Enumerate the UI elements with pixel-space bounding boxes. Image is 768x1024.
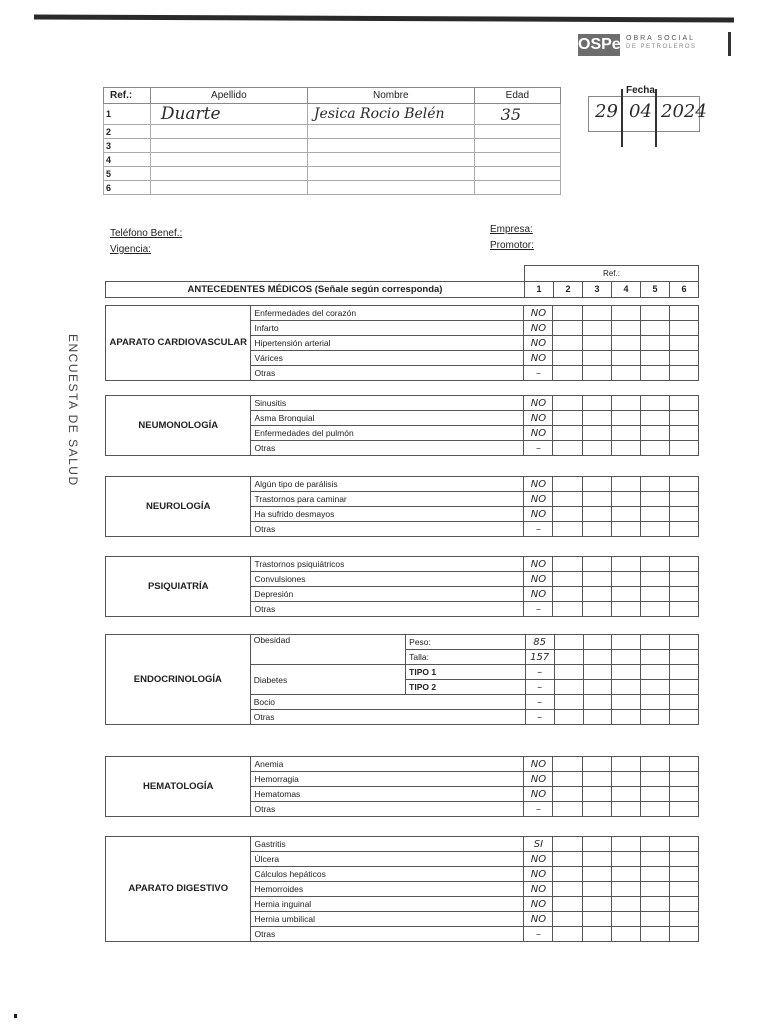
item-label: Otras bbox=[251, 802, 524, 817]
edad-cell bbox=[474, 167, 560, 181]
obesidad-label: Obesidad bbox=[250, 635, 405, 665]
col-3: 3 bbox=[583, 281, 612, 297]
edad-cell: 35 bbox=[474, 104, 560, 125]
fecha-day: 29 bbox=[595, 101, 618, 122]
section-psiq bbox=[105, 556, 699, 617]
col-4: 4 bbox=[612, 281, 641, 297]
section-digest bbox=[105, 836, 699, 942]
apellido-cell bbox=[150, 153, 307, 167]
item-value-ref2 bbox=[553, 587, 582, 602]
item-label: Otras bbox=[251, 602, 524, 617]
item-value-ref5 bbox=[640, 787, 669, 802]
item-value-ref2 bbox=[553, 426, 582, 441]
item-value-ref2 bbox=[553, 572, 582, 587]
table-row bbox=[106, 477, 699, 492]
item-value-ref2 bbox=[553, 411, 582, 426]
fecha-box bbox=[588, 96, 707, 132]
edad-cell bbox=[474, 181, 560, 195]
item-label: Hematomas bbox=[251, 787, 524, 802]
peso-label: Peso: bbox=[406, 635, 526, 650]
item-value-ref2 bbox=[553, 882, 582, 897]
item-value-ref4 bbox=[611, 912, 640, 927]
item-value-ref4 bbox=[611, 396, 640, 411]
section-title: APARATO CARDIOVASCULAR bbox=[106, 306, 251, 381]
tipo1-label: TIPO 1 bbox=[406, 665, 526, 680]
item-value-ref5 bbox=[640, 912, 669, 927]
item-value-ref1: NO bbox=[524, 882, 553, 897]
item-value-ref4 bbox=[611, 882, 640, 897]
edad-cell bbox=[474, 125, 560, 139]
item-value-ref3 bbox=[582, 757, 611, 772]
item-value-ref6 bbox=[669, 602, 698, 617]
item-value-ref6 bbox=[669, 507, 698, 522]
bocio-label: Bocio bbox=[250, 695, 525, 710]
item-value-ref1: NO bbox=[524, 351, 553, 366]
item-value-ref3 bbox=[582, 411, 611, 426]
item-value-ref6 bbox=[669, 557, 698, 572]
item-label: Otras bbox=[251, 927, 524, 942]
item-value-ref2 bbox=[553, 351, 582, 366]
otras-label: Otras bbox=[250, 710, 525, 725]
ref-cell: 5 bbox=[104, 167, 151, 181]
item-value-ref1: NO bbox=[524, 396, 553, 411]
item-value-ref3 bbox=[582, 507, 611, 522]
item-value-ref3 bbox=[582, 772, 611, 787]
apellido-cell: Duarte bbox=[150, 104, 307, 125]
item-value-ref4 bbox=[611, 426, 640, 441]
beneficiaries-table bbox=[103, 87, 561, 195]
item-value-ref3 bbox=[582, 441, 611, 456]
item-value-ref1: NO bbox=[524, 426, 553, 441]
item-label: Anemia bbox=[251, 757, 524, 772]
peso-value: 85 bbox=[525, 635, 554, 650]
item-value-ref3 bbox=[582, 852, 611, 867]
nombre-cell: Jesica Rocio Belén bbox=[307, 104, 474, 125]
item-label: Hemorroides bbox=[251, 882, 524, 897]
item-value-ref5 bbox=[640, 522, 669, 537]
item-value-ref5 bbox=[640, 772, 669, 787]
ref-header: Ref.: bbox=[104, 88, 151, 104]
item-value-ref5 bbox=[640, 882, 669, 897]
item-value-ref2 bbox=[553, 787, 582, 802]
apellido-cell bbox=[150, 125, 307, 139]
item-label: Otras bbox=[251, 522, 524, 537]
tipo2-value: – bbox=[525, 680, 554, 695]
item-value-ref2 bbox=[553, 492, 582, 507]
nombre-cell bbox=[307, 125, 474, 139]
item-value-ref3 bbox=[582, 867, 611, 882]
item-value-ref3 bbox=[582, 351, 611, 366]
item-value-ref4 bbox=[611, 852, 640, 867]
nombre-header: Nombre bbox=[307, 88, 474, 104]
nombre-cell bbox=[307, 181, 474, 195]
item-value-ref1: NO bbox=[524, 411, 553, 426]
item-value-ref4 bbox=[611, 321, 640, 336]
item-value-ref4 bbox=[611, 927, 640, 942]
antecedentes-title: ANTECEDENTES MÉDICOS (Señale según corresponda) bbox=[106, 281, 525, 297]
section-title: NEUMONOLOGÍA bbox=[106, 396, 251, 456]
promotor-label: Promotor: bbox=[490, 240, 534, 251]
section-title: ENDOCRINOLOGÍA bbox=[106, 635, 251, 725]
item-value-ref5 bbox=[640, 477, 669, 492]
section-title: HEMATOLOGÍA bbox=[106, 757, 251, 817]
item-value-ref3 bbox=[582, 396, 611, 411]
item-value-ref2 bbox=[553, 396, 582, 411]
item-value-ref6 bbox=[669, 441, 698, 456]
item-value-ref1: NO bbox=[524, 306, 553, 321]
item-value-ref6 bbox=[669, 522, 698, 537]
item-value-ref4 bbox=[611, 366, 640, 381]
item-value-ref5 bbox=[640, 336, 669, 351]
item-value-ref6 bbox=[669, 351, 698, 366]
item-value-ref4 bbox=[611, 897, 640, 912]
item-value-ref6 bbox=[669, 882, 698, 897]
item-label: Trastornos psiquiátricos bbox=[251, 557, 524, 572]
section-neuro bbox=[105, 476, 699, 537]
page-mark bbox=[14, 1014, 17, 1018]
item-value-ref4 bbox=[611, 572, 640, 587]
item-value-ref6 bbox=[669, 492, 698, 507]
item-value-ref4 bbox=[611, 522, 640, 537]
item-value-ref6 bbox=[669, 852, 698, 867]
item-value-ref1: NO bbox=[524, 336, 553, 351]
item-value-ref3 bbox=[582, 477, 611, 492]
item-value-ref2 bbox=[553, 477, 582, 492]
section-cardio bbox=[105, 305, 699, 381]
item-value-ref5 bbox=[640, 802, 669, 817]
item-label: Infarto bbox=[251, 321, 524, 336]
item-value-ref5 bbox=[640, 492, 669, 507]
item-value-ref3 bbox=[582, 321, 611, 336]
item-value-ref5 bbox=[640, 321, 669, 336]
item-value-ref2 bbox=[553, 757, 582, 772]
item-value-ref1: NO bbox=[524, 587, 553, 602]
col-2: 2 bbox=[554, 281, 583, 297]
header-rule bbox=[34, 14, 734, 22]
item-value-ref3 bbox=[582, 882, 611, 897]
table-row bbox=[106, 396, 699, 411]
item-value-ref4 bbox=[611, 602, 640, 617]
item-value-ref1: NO bbox=[524, 557, 553, 572]
item-value-ref4 bbox=[611, 837, 640, 852]
item-value-ref3 bbox=[582, 522, 611, 537]
table-row bbox=[106, 837, 699, 852]
item-value-ref5 bbox=[640, 366, 669, 381]
item-value-ref4 bbox=[611, 757, 640, 772]
col-1: 1 bbox=[525, 281, 554, 297]
item-value-ref6 bbox=[669, 897, 698, 912]
item-value-ref4 bbox=[611, 557, 640, 572]
ospe-logo bbox=[578, 34, 738, 58]
item-value-ref1: – bbox=[524, 927, 553, 942]
empresa-label: Empresa: bbox=[490, 224, 533, 235]
item-value-ref3 bbox=[582, 366, 611, 381]
item-value-ref2 bbox=[553, 557, 582, 572]
section-hemato bbox=[105, 756, 699, 817]
item-label: Enfermedades del corazón bbox=[251, 306, 524, 321]
item-value-ref5 bbox=[640, 426, 669, 441]
item-value-ref1: NO bbox=[524, 492, 553, 507]
item-value-ref1: NO bbox=[524, 572, 553, 587]
item-value-ref6 bbox=[669, 366, 698, 381]
item-value-ref6 bbox=[669, 927, 698, 942]
item-value-ref6 bbox=[669, 837, 698, 852]
item-value-ref1: NO bbox=[524, 477, 553, 492]
item-value-ref6 bbox=[669, 867, 698, 882]
item-value-ref4 bbox=[611, 867, 640, 882]
ref-cell: 1 bbox=[104, 104, 151, 125]
item-value-ref2 bbox=[553, 602, 582, 617]
item-value-ref6 bbox=[669, 396, 698, 411]
item-value-ref4 bbox=[611, 477, 640, 492]
item-value-ref6 bbox=[669, 572, 698, 587]
item-label: Depresión bbox=[251, 587, 524, 602]
item-value-ref3 bbox=[582, 837, 611, 852]
apellido-cell bbox=[150, 167, 307, 181]
bocio-value: – bbox=[525, 695, 554, 710]
item-value-ref6 bbox=[669, 426, 698, 441]
item-value-ref3 bbox=[582, 426, 611, 441]
item-value-ref5 bbox=[640, 867, 669, 882]
item-value-ref4 bbox=[611, 306, 640, 321]
item-value-ref5 bbox=[640, 441, 669, 456]
item-value-ref4 bbox=[611, 772, 640, 787]
talla-label: Talla: bbox=[406, 650, 526, 665]
item-value-ref1: NO bbox=[524, 787, 553, 802]
section-neumo bbox=[105, 395, 699, 456]
section-endocrinologia bbox=[105, 634, 699, 725]
item-value-ref2 bbox=[553, 336, 582, 351]
table-row bbox=[106, 757, 699, 772]
item-value-ref3 bbox=[582, 572, 611, 587]
item-value-ref4 bbox=[611, 336, 640, 351]
item-value-ref1: – bbox=[524, 802, 553, 817]
ref-cell: 4 bbox=[104, 153, 151, 167]
item-value-ref1: NO bbox=[524, 852, 553, 867]
talla-value: 157 bbox=[525, 650, 554, 665]
item-value-ref1: – bbox=[524, 441, 553, 456]
item-value-ref1: – bbox=[524, 366, 553, 381]
vigencia-label: Vigencia: bbox=[110, 244, 151, 255]
item-value-ref5 bbox=[640, 351, 669, 366]
item-value-ref3 bbox=[582, 912, 611, 927]
apellido-header: Apellido bbox=[150, 88, 307, 104]
item-value-ref3 bbox=[582, 802, 611, 817]
item-value-ref2 bbox=[553, 522, 582, 537]
item-value-ref3 bbox=[582, 927, 611, 942]
otras-value: – bbox=[525, 710, 554, 725]
header-spacer bbox=[106, 266, 525, 282]
logo-line2: DE PETROLEROS bbox=[626, 44, 697, 50]
item-value-ref2 bbox=[553, 366, 582, 381]
item-value-ref5 bbox=[640, 602, 669, 617]
item-value-ref2 bbox=[553, 507, 582, 522]
item-value-ref4 bbox=[611, 587, 640, 602]
section-title: APARATO DIGESTIVO bbox=[106, 837, 251, 942]
nombre-cell bbox=[307, 167, 474, 181]
item-value-ref1: SI bbox=[524, 837, 553, 852]
tipo2-label: TIPO 2 bbox=[406, 680, 526, 695]
item-value-ref6 bbox=[669, 336, 698, 351]
item-value-ref1: NO bbox=[524, 897, 553, 912]
item-value-ref1: NO bbox=[524, 867, 553, 882]
item-value-ref1: – bbox=[524, 522, 553, 537]
item-label: Asma Bronquial bbox=[251, 411, 524, 426]
table-row bbox=[106, 306, 699, 321]
item-value-ref1: NO bbox=[524, 507, 553, 522]
apellido-cell bbox=[150, 181, 307, 195]
telefono-label: Teléfono Benef.: bbox=[110, 228, 183, 239]
item-value-ref3 bbox=[582, 336, 611, 351]
item-value-ref3 bbox=[582, 897, 611, 912]
item-value-ref2 bbox=[553, 837, 582, 852]
item-value-ref6 bbox=[669, 912, 698, 927]
logo-line1: OBRA SOCIAL bbox=[626, 35, 696, 42]
col-5: 5 bbox=[641, 281, 670, 297]
item-value-ref4 bbox=[611, 492, 640, 507]
item-value-ref6 bbox=[669, 802, 698, 817]
item-value-ref2 bbox=[553, 802, 582, 817]
item-value-ref2 bbox=[553, 772, 582, 787]
item-label: Úlcera bbox=[251, 852, 524, 867]
diabetes-label: Diabetes bbox=[250, 665, 405, 695]
item-value-ref4 bbox=[611, 787, 640, 802]
side-title: ENCUESTA DE SALUD bbox=[66, 334, 80, 487]
table-row bbox=[106, 557, 699, 572]
item-value-ref5 bbox=[640, 411, 669, 426]
item-label: Enfermedades del pulmón bbox=[251, 426, 524, 441]
item-value-ref5 bbox=[640, 507, 669, 522]
item-value-ref1: NO bbox=[524, 912, 553, 927]
item-value-ref6 bbox=[669, 787, 698, 802]
item-value-ref3 bbox=[582, 787, 611, 802]
item-label: Várices bbox=[251, 351, 524, 366]
nombre-cell bbox=[307, 153, 474, 167]
item-value-ref5 bbox=[640, 306, 669, 321]
item-value-ref1: – bbox=[524, 602, 553, 617]
item-value-ref6 bbox=[669, 306, 698, 321]
ref-cell: 6 bbox=[104, 181, 151, 195]
item-value-ref3 bbox=[582, 602, 611, 617]
tipo1-value: – bbox=[525, 665, 554, 680]
item-label: Cálculos hepáticos bbox=[251, 867, 524, 882]
item-label: Trastornos para caminar bbox=[251, 492, 524, 507]
item-value-ref5 bbox=[640, 587, 669, 602]
item-value-ref2 bbox=[553, 897, 582, 912]
item-label: Convulsiones bbox=[251, 572, 524, 587]
fecha-month: 04 bbox=[629, 101, 652, 122]
item-value-ref5 bbox=[640, 757, 669, 772]
section-title: PSIQUIATRÍA bbox=[106, 557, 251, 617]
item-value-ref6 bbox=[669, 757, 698, 772]
item-value-ref6 bbox=[669, 587, 698, 602]
item-value-ref5 bbox=[640, 396, 669, 411]
apellido-cell bbox=[150, 139, 307, 153]
item-value-ref2 bbox=[553, 927, 582, 942]
item-value-ref5 bbox=[640, 837, 669, 852]
item-value-ref3 bbox=[582, 587, 611, 602]
ref-cell: 2 bbox=[104, 125, 151, 139]
edad-cell bbox=[474, 139, 560, 153]
section-title: NEUROLOGÍA bbox=[106, 477, 251, 537]
item-value-ref2 bbox=[553, 867, 582, 882]
col-6: 6 bbox=[670, 281, 699, 297]
item-value-ref4 bbox=[611, 802, 640, 817]
edad-header: Edad bbox=[474, 88, 560, 104]
item-label: Hipertensión arterial bbox=[251, 336, 524, 351]
item-value-ref6 bbox=[669, 321, 698, 336]
item-value-ref2 bbox=[553, 321, 582, 336]
item-label: Otras bbox=[251, 366, 524, 381]
item-value-ref5 bbox=[640, 557, 669, 572]
ref-columns-label: Ref.: bbox=[525, 266, 699, 282]
item-value-ref5 bbox=[640, 572, 669, 587]
fecha-separator bbox=[655, 89, 657, 147]
antecedentes-header bbox=[105, 265, 699, 298]
fecha-label: Fecha bbox=[626, 85, 655, 96]
item-value-ref1: NO bbox=[524, 321, 553, 336]
item-value-ref6 bbox=[669, 411, 698, 426]
item-value-ref6 bbox=[669, 772, 698, 787]
item-value-ref2 bbox=[553, 852, 582, 867]
logo-brand: OSPe bbox=[578, 34, 620, 56]
item-label: Algún tipo de parálisis bbox=[251, 477, 524, 492]
item-label: Hernia umbilical bbox=[251, 912, 524, 927]
item-label: Otras bbox=[251, 441, 524, 456]
item-value-ref2 bbox=[553, 441, 582, 456]
edad-cell bbox=[474, 153, 560, 167]
item-value-ref3 bbox=[582, 557, 611, 572]
nombre-cell bbox=[307, 139, 474, 153]
item-value-ref3 bbox=[582, 492, 611, 507]
item-label: Hemorragia bbox=[251, 772, 524, 787]
item-label: Sinusitis bbox=[251, 396, 524, 411]
ref-cell: 3 bbox=[104, 139, 151, 153]
item-label: Hernia inguinal bbox=[251, 897, 524, 912]
item-value-ref3 bbox=[582, 306, 611, 321]
logo-bar bbox=[728, 32, 731, 56]
item-value-ref2 bbox=[553, 912, 582, 927]
item-value-ref4 bbox=[611, 351, 640, 366]
item-value-ref2 bbox=[553, 306, 582, 321]
item-value-ref5 bbox=[640, 852, 669, 867]
item-value-ref5 bbox=[640, 897, 669, 912]
item-value-ref1: NO bbox=[524, 772, 553, 787]
item-value-ref4 bbox=[611, 441, 640, 456]
fecha-year: 2024 bbox=[661, 101, 707, 122]
item-value-ref6 bbox=[669, 477, 698, 492]
fecha-separator bbox=[621, 89, 623, 147]
item-label: Gastritis bbox=[251, 837, 524, 852]
item-value-ref1: NO bbox=[524, 757, 553, 772]
item-value-ref5 bbox=[640, 927, 669, 942]
item-value-ref4 bbox=[611, 411, 640, 426]
item-label: Ha sufrido desmayos bbox=[251, 507, 524, 522]
item-value-ref4 bbox=[611, 507, 640, 522]
